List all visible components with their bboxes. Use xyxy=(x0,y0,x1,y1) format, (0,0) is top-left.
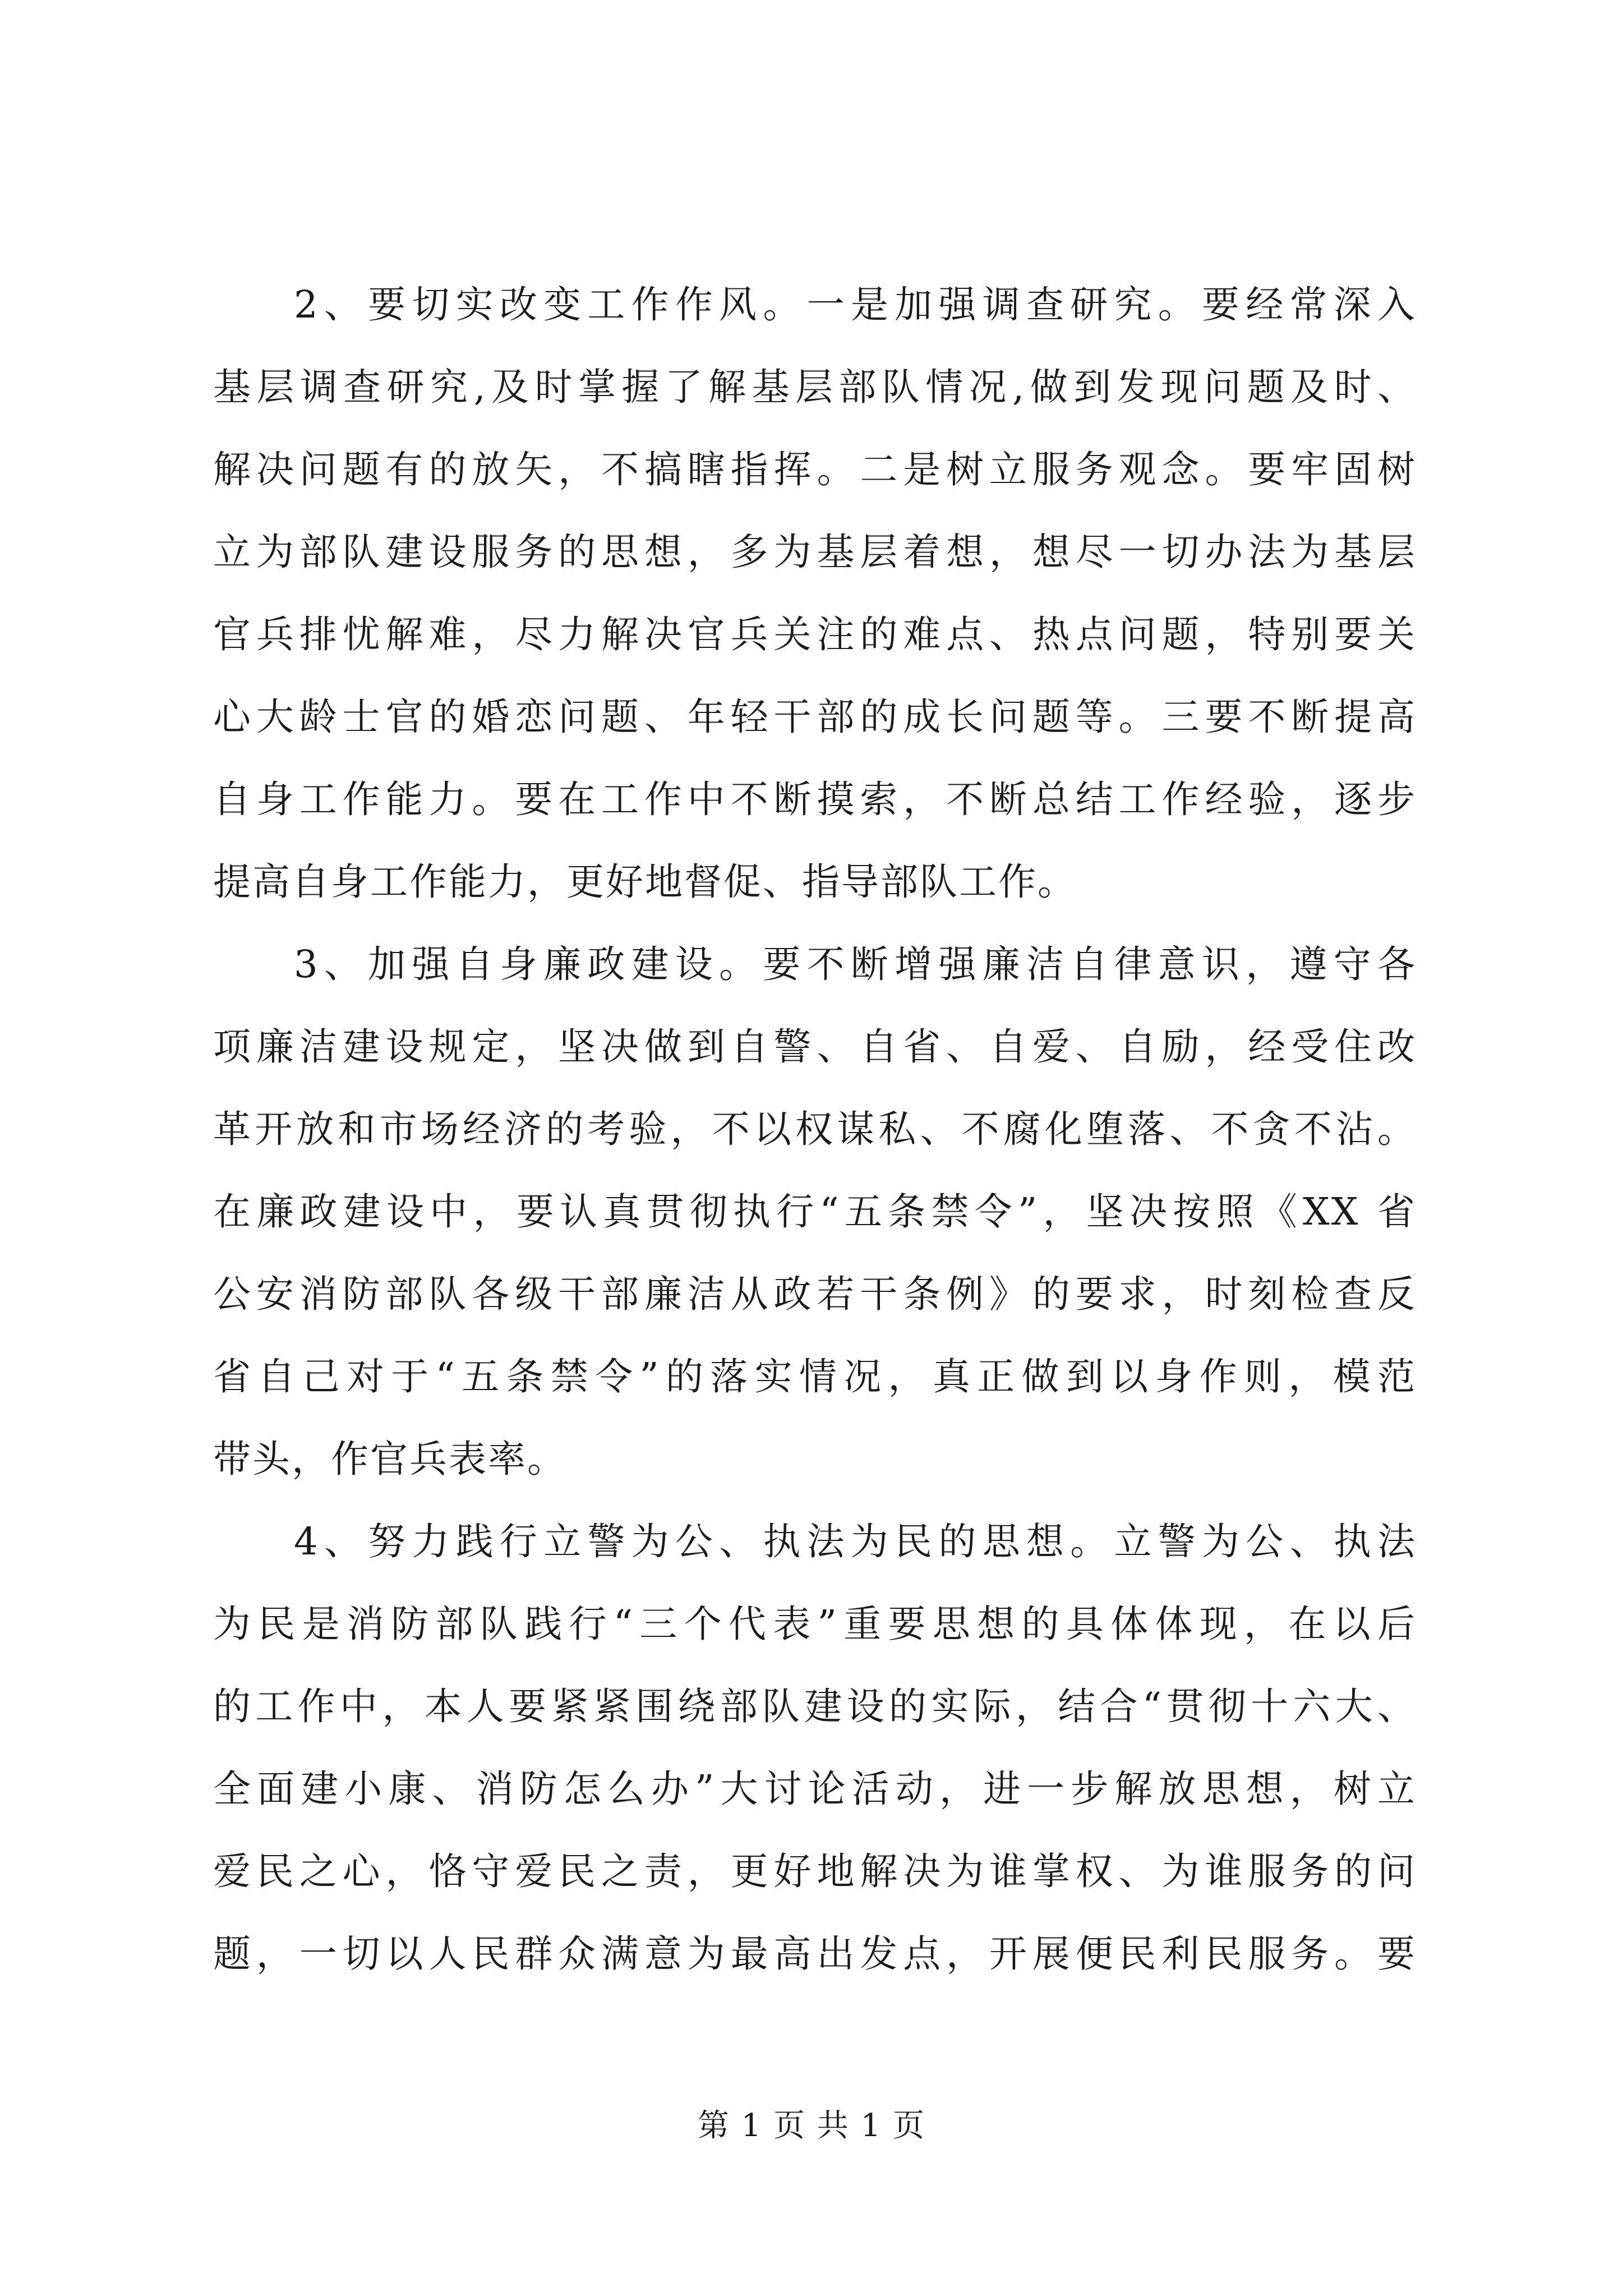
paragraph-3-line-1: 3、加强自身廉政建设。要不断增强廉洁自律意识，遵守各 xyxy=(294,942,1417,986)
paragraph-3-line-7: 带头，作官兵表率。 xyxy=(213,1437,566,1481)
paragraph-3-line-2: 项廉洁建设规定，坚决做到自警、自省、自爱、自励，经受住改 xyxy=(213,1025,1417,1069)
paragraph-4-line-3: 的工作中，本人要紧紧围绕部队建设的实际，结合“贯彻十六大、 xyxy=(213,1685,1417,1728)
paragraph-4-line-4: 全面建小康、消防怎么办”大讨论活动，进一步解放思想，树立 xyxy=(213,1767,1417,1811)
paragraph-4-line-2: 为民是消防部队践行“三个代表”重要思想的具体体现，在以后 xyxy=(213,1602,1417,1646)
paragraph-2-line-8: 提高自身工作能力，更好地督促、指导部队工作。 xyxy=(213,860,1077,904)
paragraph-2-line-7: 自身工作能力。要在工作中不断摸索，不断总结工作经验，逐步 xyxy=(213,777,1417,821)
paragraph-2-line-1: 2、要切实改变工作作风。一是加强调查研究。要经常深入 xyxy=(294,283,1417,326)
paragraph-4-line-5: 爱民之心，恪守爱民之责，更好地解决为谁掌权、为谁服务的问 xyxy=(213,1849,1417,1893)
paragraph-3-line-4: 在廉政建设中，要认真贯彻执行“五条禁令”，坚决按照《XX 省 xyxy=(213,1190,1417,1234)
body-text xyxy=(213,264,1417,1995)
paragraph-2-line-6: 心大龄士官的婚恋问题、年轻干部的成长问题等。三要不断提高 xyxy=(213,695,1417,739)
paragraph-4-line-6: 题，一切以人民群众满意为最高出发点，开展便民利民服务。要 xyxy=(213,1932,1417,1976)
paragraph-4-line-1: 4、努力践行立警为公、执法为民的思想。立警为公、执法 xyxy=(294,1520,1417,1563)
paragraph-2-line-5: 官兵排忧解难，尽力解决官兵关注的难点、热点问题，特别要关 xyxy=(213,613,1417,656)
paragraph-3-line-3: 革开放和市场经济的考验，不以权谋私、不腐化堕落、不贪不沾。 xyxy=(213,1107,1417,1151)
paragraph-3-line-6: 省自己对于“五条禁令”的落实情况，真正做到以身作则，模范 xyxy=(213,1355,1417,1398)
paragraph-2-line-3: 解决问题有的放矢，不搞瞎指挥。二是树立服务观念。要牢固树 xyxy=(213,448,1417,491)
page-number-footer: 第 1 页 共 1 页 xyxy=(697,2108,926,2144)
paragraph-2-line-4: 立为部队建设服务的思想，多为基层着想，想尽一切办法为基层 xyxy=(213,530,1417,574)
paragraph-3-line-5: 公安消防部队各级干部廉洁从政若干条例》的要求，时刻检查反 xyxy=(213,1272,1417,1316)
paragraph-2-line-2: 基层调查研究,及时掌握了解基层部队情况,做到发现问题及时、 xyxy=(213,365,1417,409)
